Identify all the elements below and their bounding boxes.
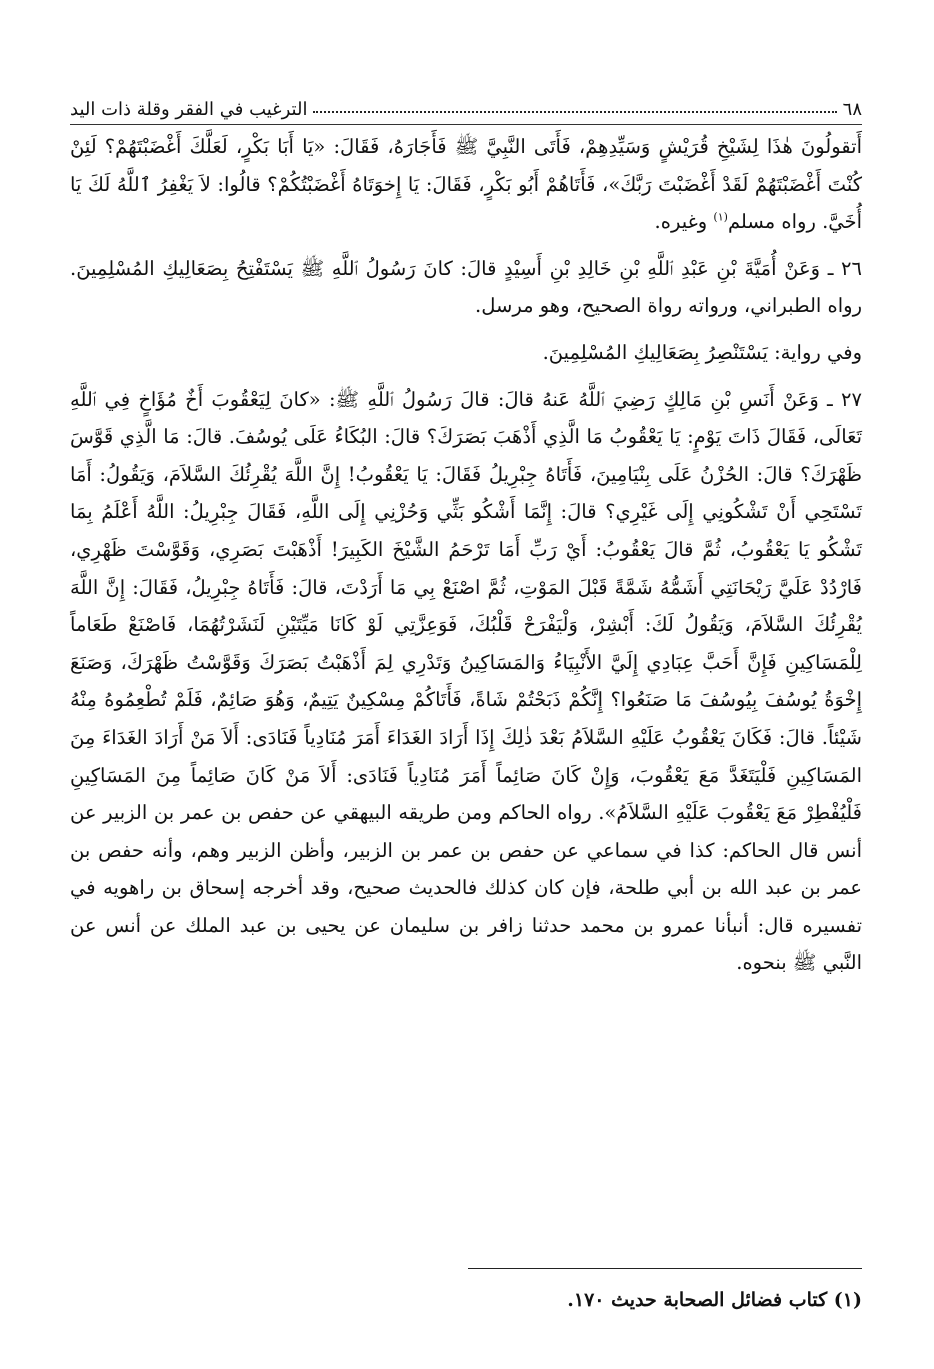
footnote-marker[interactable]: (١) bbox=[713, 210, 728, 224]
footnote-rule bbox=[468, 1268, 862, 1269]
alternate-narration: وفي رواية: يَسْتَنْصِرُ بِصَعَالِيكِ المُسْلِمِينَ. bbox=[542, 340, 862, 364]
page-number: ٦٨ bbox=[842, 99, 862, 120]
header-rule bbox=[70, 124, 862, 125]
hadith-26: ٢٦ ـ وَعَنْ أُمَيَّةَ بْنِ عَبْدِ ٱللَّهِ بْنِ خَالِدِ بْنِ أَسِيْدٍ قالَ: كانَ رَسُولُ ٱللَّهِ ﷺ يَسْتَفْتِحُ بِصَعَالِيكِ المُسْلِمِينَ. رواه الطبراني، ورواته رواة الصحيح، وهو مرسل. bbox=[70, 256, 862, 318]
paragraph-continuation: أَتقولُونَ هٰذَا لِشَيْخِ قُرَيْشٍ وَسَيِّدِهِمْ، فَأَتَى النَّبِيَّ ﷺ فَأَجَارَهُ، فَقَالَ: «يَا أَبَا بَكْرٍ، لَعَلَّكَ أَغْضَبْتَهُمْ؟ لَئِنْ كُنْتَ أَغْضَبْتَهُمْ لَقَدْ أَغْضَبْتَ رَبَّكَ»، فَأَتَاهُمْ أَبُو بَكْرٍ، فَقَالَ: يَا إِخوَتَاهُ أَغْضَبْتُكُمْ؟ قالُوا: لاَ يَغْفِرُ ٱللَّهُ لَكَ يَا أُخَيَّ. رواه مسلم$^{(١)}$ وغيره. bbox=[70, 135, 862, 234]
running-header bbox=[70, 86, 862, 120]
footnote: (١) كتاب فضائل الصحابة حديث ١٧٠. bbox=[567, 1289, 862, 1311]
main-text bbox=[70, 128, 862, 982]
header-dot-leader bbox=[313, 111, 836, 113]
hadith-27: ٢٧ ـ وَعَنْ أَنَسِ بْنِ مَالِكٍ رَضِيَ ٱللَّهُ عَنهُ قالَ: قالَ رَسُولُ ٱللَّهِ ﷺ: «كانَ لِيَعْقُوبَ أَخٌ مُؤَاخٍ فِي ٱللَّهِ تَعَالَى، فَقَالَ ذَاتَ يَوْمٍ: يَا يَعْقُوبُ مَا الَّذِي أَذْهَبَ بَصَرَكَ؟ قالَ: البُكَاءُ عَلَى يُوسُفَ. قالَ: مَا الَّذِي قَوَّسَ ظَهْرَكَ؟ قالَ: الحُزْنُ عَلَى بِنْيَامِينَ، فَأَتَاهُ جِبْرِيلُ فَقَالَ: يَا يَعْقُوبُ! إِنَّ اللَّهَ يُقْرِئُكَ السَّلاَمَ، وَيَقُولُ: أَمَا تَسْتَحِي أَنْ تَشْكُونِي إِلَى غَيْرِي؟ قالَ: إِنَّمَا أَشْكُو بَثِّي وَحُزْنِي إِلَى اللَّهِ، فَقَالَ جِبْرِيلُ: اللَّهُ أَعْلَمُ بِمَا تَشْكُو يَا يَعْقُوبُ، ثُمَّ قالَ يَعْقُوبُ: أَيْ رَبِّ أَمَا تَرْحَمُ الشَّيْخَ الكَبِيرَ! أَذْهَبْتَ بَصَرِي، وَقَوَّسْتَ ظَهْرِي، فَارْدُدْ عَلَيَّ رَيْحَانَتِي أَشَمُّهُ شَمَّةً قَبْلَ المَوْتِ، ثُمَّ اصْنَعْ بِي مَا أَرَدْتَ، قالَ: فَأَتَاهُ جِبْرِيلُ، فَقَالَ: إِنَّ اللَّهَ يُقْرِئُكَ السَّلاَمَ، وَيَقُولُ لَكَ: أَبْشِرْ، وَلْيَفْرَحْ قَلْبُكَ، فَوَعِزَّتِي لَوْ كَانَا مَيِّتَيْنِ لَنَشَرْتُهُمَا، فَاصْنَعْ طَعَاماً لِلْمَسَاكِينِ فَإِنَّ أَحَبَّ عِبَادِي إِلَيَّ الأَنْبِيَاءُ وَالمَسَاكِينُ وَتَدْرِي لِمَ أَذْهَبْتُ بَصَرَكَ وَقَوَّسْتُ ظَهْرَكَ، وَصَنَعَ إِخْوَةُ يُوسُفَ بِيُوسُفَ مَا صَنَعُوا؟ إِنَّكُمْ ذَبَحْتُمْ شَاةً، فَأَتَاكُمْ مِسْكِينٌ يَتِيمٌ، وَهُوَ صَائِمٌ، فَلَمْ تُطْعِمُوهُ مِنْهُ شَيْئاً. قالَ: فَكَانَ يَعْقُوبُ عَلَيْهِ السَّلاَمُ بَعْدَ ذٰلِكَ إِذَا أَرَادَ الغَدَاءَ أَمَرَ مُنَادِياً فَنَادَى: أَلاَ مَنْ أَرَادَ الغَدَاءَ مِنَ المَسَاكِينِ فَلْيَتَغَدَّ مَعَ يَعْقُوبَ، وَإِنْ كَانَ صَائِماً أَمَرَ مُنَادِياً فَنَادَى: أَلاَ مَنْ كَانَ صَائِماً مِنَ المَسَاكِينِ فَلْيُفْطِرْ مَعَ يَعْقُوبَ عَلَيْهِ السَّلاَمُ». رواه الحاكم ومن طريقه البيهقي عن حفص بن عمر بن الزبير عن أنس قال الحاكم: كذا في سماعي عن حفص بن عمر بن الزبير، وأظن الزبير وهم، وأنه حفص بن عمر بن عبد الله بن أبي طلحة، فإن كان كذلك فالحديث صحيح، وقد أخرجه إسحاق بن راهويه في تفسيره قال: أنبأنا عمرو بن محمد حدثنا زافر بن سليمان عن يحيى بن عبد الملك عن أنس عن النَّبي ﷺ بنحوه. bbox=[70, 387, 863, 975]
chapter-title: الترغيب في الفقر وقلة ذات اليد bbox=[70, 99, 308, 120]
